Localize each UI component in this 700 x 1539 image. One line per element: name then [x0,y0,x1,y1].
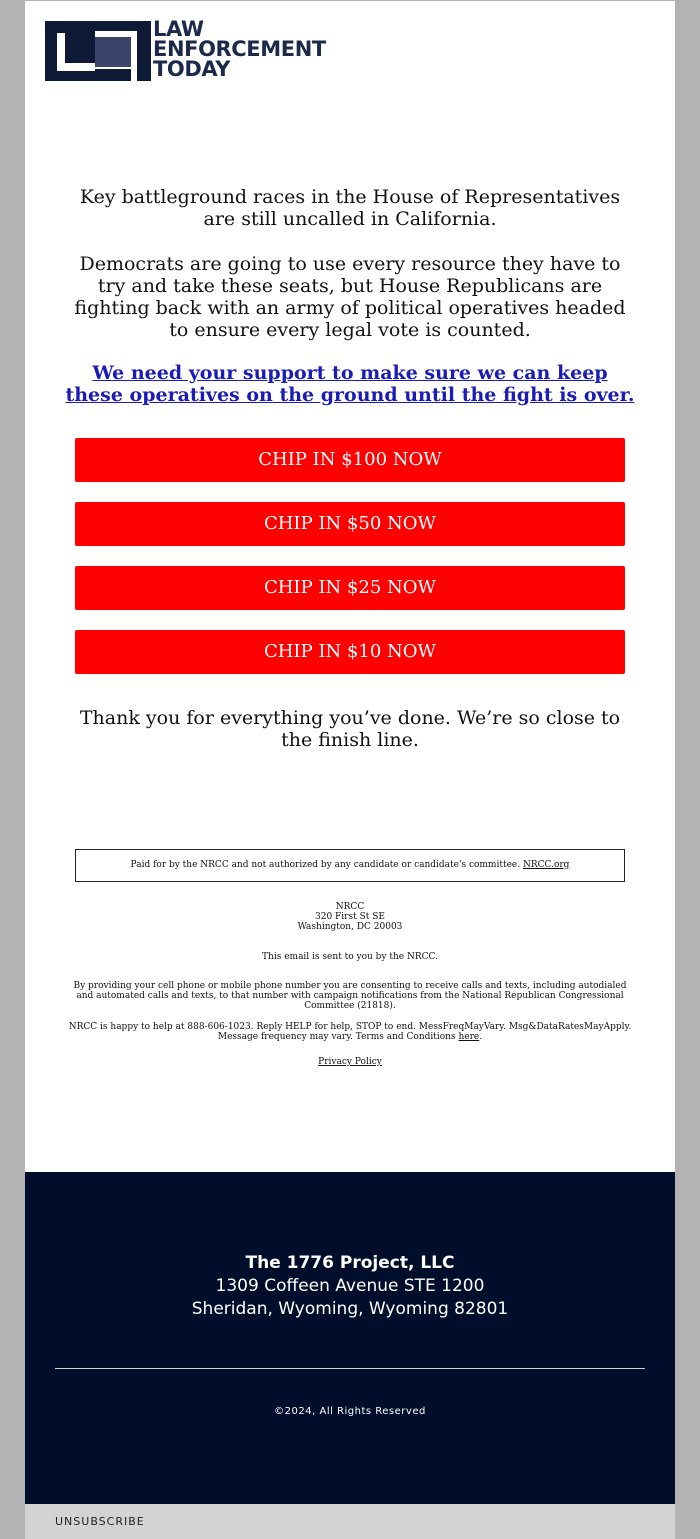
thank-you-paragraph: Thank you for everything you’ve done. We’re so close to the finish line. [79,707,621,751]
unsubscribe-link[interactable]: UNSUBSCRIBE [55,1515,145,1528]
logo-line-2: ENFORCEMENT [153,37,326,61]
democrats-paragraph: Democrats are going to use every resource they have to try and take these seats, but House Republicans are fighting back with an army of political operatives headed to ensure every legal vote is counted. [74,253,626,341]
logo-wordmark [153,19,326,79]
chip-in-50-button[interactable]: CHIP IN $50 NOW [75,502,625,546]
sms-consent-text: By providing your cell phone or mobile phone number you are consenting to receive calls and texts, including autodialed and automated calls and texts, to that number with campaign notifications from the National Republican Congressional Committee (21818). [73,981,627,1011]
paid-for-text: Paid for by the NRCC and not authorized by any candidate or candidate's committee. [130,860,521,870]
help-text: NRCC is happy to help at 888-606-1023. Reply HELP for help, STOP to end. MessFreqMayVary. Msg&DataRatesMayApply. Message frequency may vary. Terms and Conditions [68,1022,632,1042]
nrcc-org-link[interactable]: NRCC.org [522,860,570,870]
org-city: Washington, DC 20003 [297,922,403,932]
chip-in-25-button[interactable]: CHIP IN $25 NOW [75,566,625,610]
footer-copyright: ©2024, All Rights Reserved [274,1406,426,1417]
footer-divider [55,1368,645,1369]
chip-in-10-button[interactable]: CHIP IN $10 NOW [75,630,625,674]
law-enforcement-today-logo[interactable] [45,17,365,83]
paid-for-disclaimer [75,849,625,882]
terms-here-link[interactable]: here [458,1032,480,1042]
org-street: 320 First St SE [315,912,385,922]
privacy-policy-link[interactable]: Privacy Policy [318,1057,382,1067]
let-logo-mark-icon [45,21,151,81]
period: . [479,1032,483,1042]
email-card [25,1,675,1172]
unsubscribe-bar [25,1504,675,1539]
intro-paragraph: Key battleground races in the House of Representatives are still uncalled in California. [79,186,621,230]
privacy-policy-wrap [65,1057,635,1067]
footer [25,1172,675,1504]
sent-by-text: This email is sent to you by the NRCC. [262,952,438,962]
footer-address-line-1: 1309 Coffeen Avenue STE 1200 [215,1276,485,1296]
org-name: NRCC [335,902,365,912]
support-cta-link[interactable]: We need your support to make sure we can keep these operatives on the ground until the fight is over. [65,362,635,406]
help-text-block [65,1022,635,1042]
footer-company: The 1776 Project, LLC [245,1253,455,1273]
logo-line-1: LAW [153,17,204,41]
footer-address-line-2: Sheridan, Wyoming, Wyoming 82801 [191,1299,509,1319]
chip-in-100-button[interactable]: CHIP IN $100 NOW [75,438,625,482]
logo-line-3: TODAY [153,57,231,81]
org-address [65,902,635,932]
